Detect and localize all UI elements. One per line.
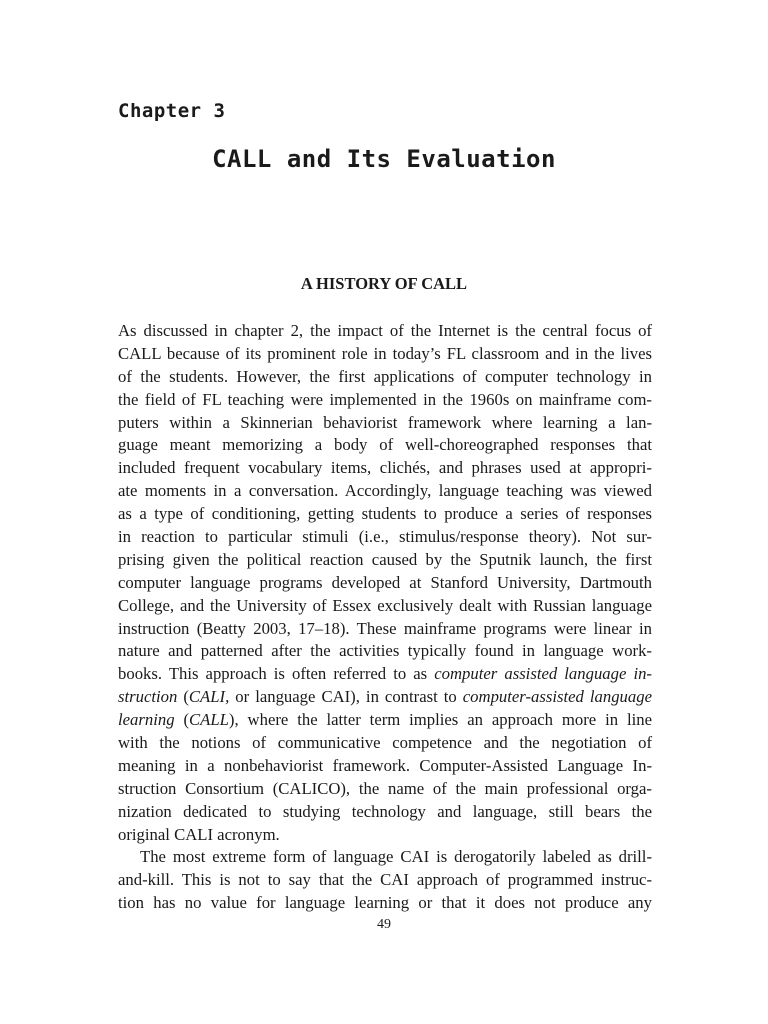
- text-line: [118, 755, 652, 778]
- text-segment: nature and patterned after the activities typically found in language work-: [118, 641, 652, 661]
- text-segment: books. This approach is often referred to as: [118, 664, 435, 684]
- text-line: [118, 480, 652, 503]
- text-segment: (: [174, 710, 190, 730]
- text-segment: original CALI acronym.: [118, 824, 280, 844]
- text-line: [118, 389, 652, 412]
- text-line: [118, 663, 652, 686]
- text-segment: as a type of conditioning, getting students to produce a series of responses: [118, 504, 652, 524]
- text-segment: of the students. However, the first applications of computer technology in: [118, 366, 652, 386]
- text-segment: (: [177, 687, 189, 707]
- text-segment: CALI,: [188, 687, 230, 707]
- text-segment: ate moments in a conversation. Accordingly, language teaching was viewed: [118, 481, 652, 501]
- text-line: [118, 412, 652, 435]
- page-number: 49: [377, 917, 391, 932]
- text-line: [118, 709, 652, 732]
- chapter-label: Chapter 3: [118, 100, 226, 122]
- text-segment: struction: [118, 687, 178, 707]
- text-line: [118, 846, 652, 869]
- text-segment: guage meant memorizing a body of well-choreographed responses that: [118, 435, 652, 455]
- text-line: [118, 572, 652, 595]
- text-segment: prising given the political reaction caused by the Sputnik launch, the first: [118, 549, 652, 569]
- text-line: [118, 640, 652, 663]
- section-heading: A HISTORY OF CALL: [300, 274, 468, 293]
- text-segment: College, and the University of Essex exclusively dealt with Russian language: [118, 595, 652, 615]
- body-text: [118, 320, 652, 915]
- text-line: [118, 824, 652, 847]
- text-line: [118, 343, 652, 366]
- text-segment: in reaction to particular stimuli (i.e., stimulus/response theory). Not sur-: [118, 527, 652, 547]
- text-segment: CALL because of its prominent role in today’s FL classroom and in the lives: [118, 343, 652, 363]
- text-segment: computer language programs developed at Stanford University, Dartmouth: [118, 572, 652, 592]
- text-line: [118, 892, 652, 915]
- text-segment: tion has no value for language learning or that it does not produce any: [118, 893, 652, 913]
- text-segment: nization dedicated to studying technology and language, still bears the: [118, 801, 652, 821]
- text-segment: and-kill. This is not to say that the CAI approach of programmed instruc-: [118, 870, 652, 890]
- text-segment: or language CAI), in contrast to: [229, 687, 463, 707]
- text-line: [118, 869, 652, 892]
- text-line: [118, 503, 652, 526]
- text-line: [118, 457, 652, 480]
- text-segment: included frequent vocabulary items, clichés, and phrases used at appropri-: [118, 458, 652, 478]
- text-segment: instruction (Beatty 2003, 17–18). These mainframe programs were linear in: [118, 618, 652, 638]
- text-line: [118, 778, 652, 801]
- text-line: [118, 618, 652, 641]
- text-segment: the field of FL teaching were implemented in the 1960s on mainframe com-: [118, 389, 652, 409]
- text-line: [118, 549, 652, 572]
- text-segment: meaning in a nonbehaviorist framework. Computer-Assisted Language In-: [118, 755, 652, 775]
- text-line: [118, 526, 652, 549]
- text-segment: puters within a Skinnerian behaviorist framework where learning a lan-: [118, 412, 652, 432]
- text-segment: struction Consortium (CALICO), the name of the main professional orga-: [118, 778, 652, 798]
- text-segment: computer assisted language in-: [434, 664, 652, 684]
- text-segment: ), where the latter term implies an approach more in line: [228, 710, 652, 730]
- chapter-title: CALL and Its Evaluation: [212, 145, 556, 173]
- text-line: [118, 366, 652, 389]
- text-segment: As discussed in chapter 2, the impact of the Internet is the central focus of: [118, 321, 652, 340]
- text-segment: CALL: [189, 710, 229, 730]
- text-line: [118, 595, 652, 618]
- text-segment: The most extreme form of language CAI is derogatorily labeled as drill-: [140, 847, 652, 867]
- text-line: [118, 686, 652, 709]
- text-segment: learning: [118, 710, 175, 730]
- text-line: [118, 801, 652, 824]
- text-line: [118, 320, 652, 343]
- text-segment: with the notions of communicative competence and the negotiation of: [118, 733, 652, 753]
- text-line: [118, 434, 652, 457]
- text-segment: computer-assisted language: [462, 687, 652, 707]
- text-line: [118, 732, 652, 755]
